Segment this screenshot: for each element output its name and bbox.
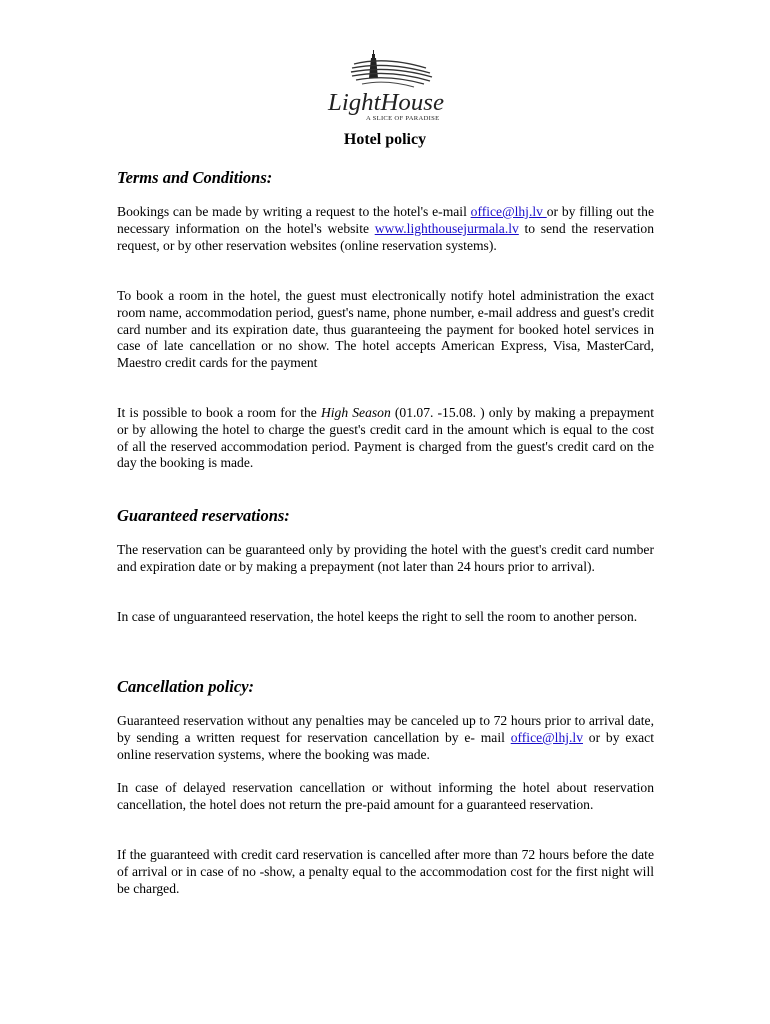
- cancellation-p1-text-a: Guaranteed reservation without any penalties may be canceled up to 72 hours prior to arrival date, by sending a written request for reservation cancellation by e- mail: [117, 713, 654, 745]
- lighthouse-logo: [326, 50, 446, 126]
- section-heading-guaranteed: Guaranteed reservations:: [117, 506, 290, 525]
- cancellation-email-link[interactable]: office@lhj.lv: [510, 729, 583, 745]
- terms-p1-text-c: to send the reservation request, or by other reservation websites (online reservation systems).: [117, 220, 654, 253]
- terms-p3-text-a: It is possible to book a room for the: [117, 405, 321, 420]
- section-heading-cancellation: Cancellation policy:: [117, 677, 255, 696]
- guaranteed-paragraph-2: In case of unguaranteed reservation, the hotel keeps the right to sell the room to another person.: [117, 609, 638, 624]
- high-season-label: High Season: [320, 405, 391, 420]
- terms-p1-text-a: Bookings can be made by writing a request to the hotel's e-mail: [117, 204, 471, 219]
- cancellation-p1-text-b: or by exact online reservation systems, where the booking was made.: [117, 729, 654, 762]
- section-heading-terms: Terms and Conditions:: [117, 168, 273, 187]
- email-link[interactable]: office@lhj.lv: [470, 204, 547, 219]
- page-title: Hotel policy: [343, 131, 427, 148]
- guaranteed-paragraph-1: The reservation can be guaranteed only by providing the hotel with the guest's credit card number and expiration date or by making a prepayment (not later than 24 hours prior to arrival).: [117, 542, 654, 574]
- terms-paragraph-2: To book a room in the hotel, the guest must electronically notify hotel administration the exact room name, accommodation period, guest's name, phone number, e-mail address and guest's credit card number and its expiration date, thus guaranteeing the payment for booked hotel services in case of late cancellation or no show. The hotel accepts American Express, Visa, MasterCard, Maestro credit cards for the payment: [117, 288, 654, 371]
- terms-p3-text-b: (01.07. -15.08. ) only by making a prepayment or by allowing the hotel to charge the guest's credit card in the amount which is equal to the cost of all the reserved accommodation period. Payment is charged from the guest's credit card on the day the booking is made.: [117, 405, 654, 471]
- logo-wordmark: LightHouse: [326, 90, 445, 116]
- terms-p1-text-b: or by filling out the necessary information on the hotel's website: [117, 204, 654, 236]
- cancellation-paragraph-2: In case of delayed reservation cancellation or without informing the hotel about reservation cancellation, the hotel does not return the pre-paid amount for a guaranteed reservation.: [117, 780, 654, 812]
- terms-paragraph-3: [117, 405, 654, 472]
- cancellation-paragraph-3: If the guaranteed with credit card reservation is cancelled after more than 72 hours before the date of arrival or in case of no -show, a penalty equal to the accommodation cost for the first night will be charged.: [117, 847, 654, 896]
- cancellation-paragraph-1: [117, 713, 654, 763]
- logo-tagline: A SLICE OF PARADISE: [366, 115, 440, 122]
- terms-paragraph-1: [117, 204, 654, 254]
- website-link[interactable]: www.lighthousejurmala.lv: [374, 220, 519, 236]
